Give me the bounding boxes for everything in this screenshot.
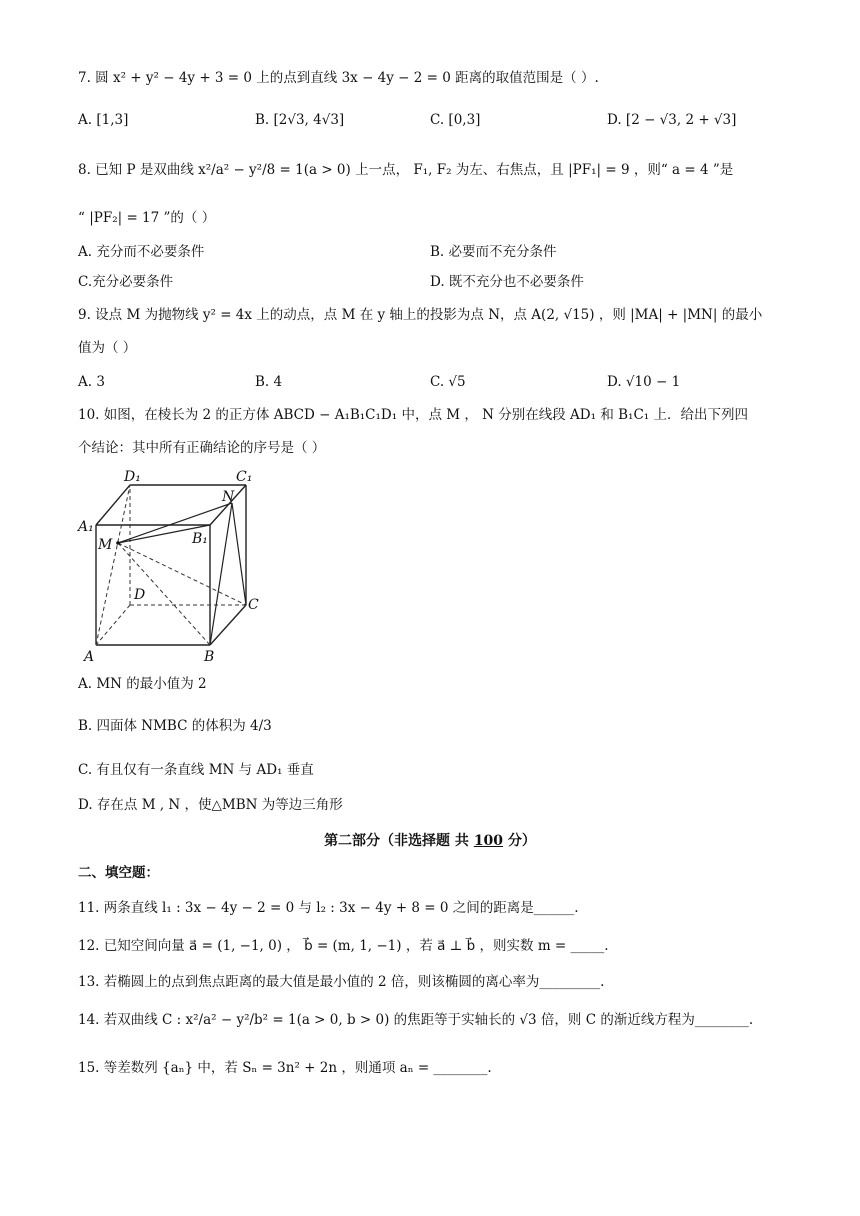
q9-stem-line1: 9. 设点 M 为抛物线 y² = 4x 上的动点，点 M 在 y 轴上的投影为点 N，点 A(2, √15) ，则 |MA| + |MN| 的最小 bbox=[78, 307, 763, 323]
q12: 12. 已知空间向量 a⃗ = (1, −1, 0) ， b⃗ = (m, 1, −1) ，若 a⃗ ⊥ b⃗ ，则实数 m = _____. bbox=[78, 938, 609, 954]
q8-option-a: A. 充分而不必要条件 bbox=[78, 244, 205, 260]
q10-option-a: A. MN 的最小值为 2 bbox=[78, 676, 207, 692]
q7-option-b: B. [2√3, 4√3] bbox=[255, 112, 345, 128]
part2-title-prefix: 第二部分（非选择题 共 bbox=[324, 833, 474, 849]
label-m: M bbox=[98, 537, 113, 553]
q15: 15. 等差数列 {aₙ} 中，若 Sₙ = 3n² + 2n ，则通项 aₙ = ________. bbox=[78, 1060, 492, 1076]
q7-option-d: D. [2 − √3, 2 + √3] bbox=[607, 112, 737, 128]
q7-option-a: A. [1,3] bbox=[78, 112, 129, 128]
q10-stem-line1: 10. 如图，在棱长为 2 的正方体 ABCD − A₁B₁C₁D₁ 中，点 M ， N 分别在线段 AD₁ 和 B₁C₁ 上．给出下列四 bbox=[78, 407, 748, 423]
q11: 11. 两条直线 l₁ : 3x − 4y − 2 = 0 与 l₂ : 3x − 4y + 8 = 0 之间的距离是______. bbox=[78, 900, 579, 916]
q9-option-b: B. 4 bbox=[255, 374, 283, 390]
section2-heading: 二、填空题： bbox=[78, 865, 159, 881]
label-d1: D₁ bbox=[124, 469, 141, 485]
q9-option-a: A. 3 bbox=[78, 374, 105, 390]
label-b: B bbox=[204, 649, 215, 665]
q9-stem-line2: 值为（ ） bbox=[78, 340, 137, 356]
label-b1: B₁ bbox=[192, 531, 208, 547]
q8-option-b: B. 必要而不充分条件 bbox=[430, 244, 557, 260]
label-c: C bbox=[248, 597, 259, 613]
q14: 14. 若双曲线 C : x²/a² − y²/b² = 1(a > 0, b > 0) 的焦距等于实轴长的 √3 倍，则 C 的渐近线方程为________. bbox=[78, 1012, 754, 1028]
q9-option-c: C. √5 bbox=[430, 374, 466, 390]
q7-stem: 7. 圆 x² + y² − 4y + 3 = 0 上的点到直线 3x − 4y − 2 = 0 距离的取值范围是（ ）. bbox=[78, 70, 599, 86]
q7-option-c: C. [0,3] bbox=[430, 112, 481, 128]
part2-title bbox=[0, 830, 860, 850]
q8-option-c: C.充分必要条件 bbox=[78, 274, 174, 290]
q10-option-c: C. 有且仅有一条直线 MN 与 AD₁ 垂直 bbox=[78, 762, 314, 778]
label-a: A bbox=[84, 649, 95, 665]
q10-stem-line2: 个结论：其中所有正确结论的序号是（ ） bbox=[78, 440, 326, 456]
q8-stem-line2: “ |PF₂| = 17 ”的（ ） bbox=[78, 210, 216, 226]
q9-option-d: D. √10 − 1 bbox=[607, 374, 681, 390]
q8-option-d: D. 既不充分也不必要条件 bbox=[430, 274, 584, 290]
cube-figure bbox=[76, 465, 276, 665]
label-a1: A₁ bbox=[78, 519, 94, 535]
point-m bbox=[116, 541, 120, 545]
part2-title-suffix: 分） bbox=[503, 833, 536, 849]
q10-option-b: B. 四面体 NMBC 的体积为 4/3 bbox=[78, 718, 272, 734]
cube-edges bbox=[96, 485, 246, 645]
q13: 13. 若椭圆上的点到焦点距离的最大值是最小值的 2 倍，则该椭圆的离心率为_________. bbox=[78, 974, 605, 990]
part2-title-score: 100 bbox=[473, 833, 504, 849]
label-c1: C₁ bbox=[236, 469, 253, 485]
label-d: D bbox=[134, 587, 146, 603]
q8-stem-line1: 8. 已知 P 是双曲线 x²/a² − y²/8 = 1(a > 0) 上一点， F₁, F₂ 为左、右焦点，且 |PF₁| = 9 ，则“ a = 4 ”是 bbox=[78, 162, 734, 178]
q10-option-d: D. 存在点 M , N ，使△MBN 为等边三角形 bbox=[78, 797, 343, 813]
label-n: N bbox=[222, 489, 235, 505]
